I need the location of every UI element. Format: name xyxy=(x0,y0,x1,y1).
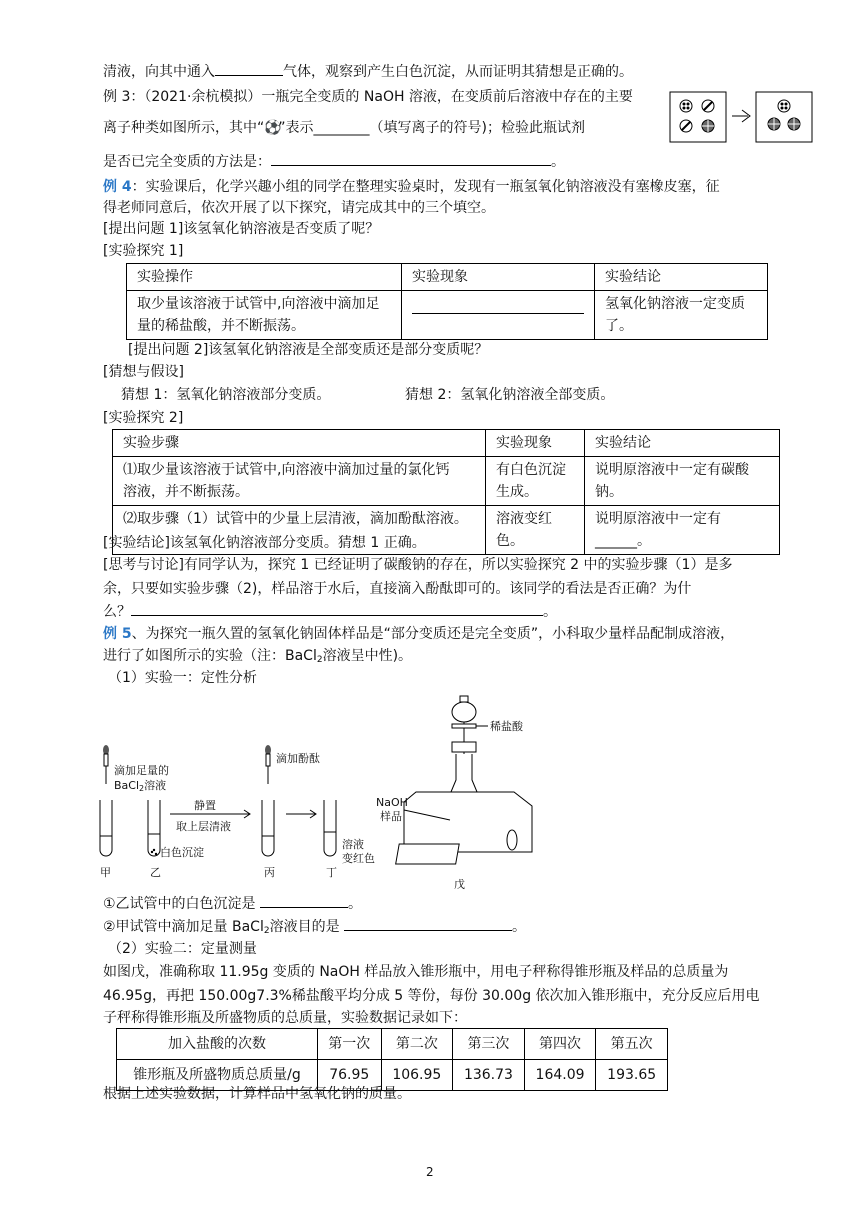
table-header: 第一次 xyxy=(318,1029,382,1060)
table-header: 第三次 xyxy=(453,1029,525,1060)
answer-blank[interactable] xyxy=(271,151,551,166)
table-cell: 氢氧化钠溶液一定变质 了。 xyxy=(595,291,768,340)
answer-blank[interactable] xyxy=(344,916,512,931)
test-tube-yi xyxy=(148,800,160,856)
table-header: 第二次 xyxy=(381,1029,453,1060)
table-cell: ⑴取少量该溶液于试管中,向溶液中滴加过量的氯化钙 溶液，并不断振荡。 xyxy=(113,457,486,506)
table-cell: 有白色沉淀 生成。 xyxy=(486,457,585,506)
test-tube-jia xyxy=(100,800,112,856)
dropper-icon xyxy=(265,745,271,784)
table-header: 实验步骤 xyxy=(113,430,486,457)
answer-blank[interactable] xyxy=(215,61,283,76)
label-jia: 甲 xyxy=(100,866,111,879)
label-hcl: 稀盐酸 xyxy=(490,720,523,733)
table-cell: 溶液变红色。 xyxy=(486,506,585,555)
guess-2: 猜想 2：氢氧化钠溶液全部变质。 xyxy=(405,387,615,403)
table-cell: 取少量该溶液于试管中,向溶液中滴加足 量的稀盐酸，并不断振荡。 xyxy=(127,291,402,340)
text-line: 得老师同意后，依次开展了以下探究，请完成其中的三个填空。 xyxy=(103,200,495,216)
label-wu: 戊 xyxy=(454,878,465,891)
label-take-clear: 取上层清液 xyxy=(176,820,231,833)
label-solution: 溶液 xyxy=(342,838,364,851)
answer-blank[interactable] xyxy=(412,299,584,314)
final-instruction: 根据上述实验数据，计算样品中氢氧化钠的质量。 xyxy=(103,1086,411,1102)
text-line: 离子种类如图所示，其中“⚽”表示________（填写离子的符号)；检验此瓶试剂 xyxy=(103,120,585,136)
test-tube-bing xyxy=(262,800,274,856)
question-b: ②甲试管中滴加足量 BaCl$_2$溶液目的是 。 xyxy=(103,916,526,941)
paragraph-line: 46.95g，再把 150.00g7.3%稀盐酸平均分成 5 等份，每份 30.00g 依次加入锥形瓶中，充分反应后用电 xyxy=(103,988,760,1004)
table-header: 实验操作 xyxy=(127,264,402,291)
explore-1-heading: [实验探究 1] xyxy=(103,243,184,259)
dropper-icon xyxy=(103,745,109,784)
table-header: 实验结论 xyxy=(595,264,768,291)
paragraph-line: 如图戊，准确称取 11.95g 变质的 NaOH 样品放入锥形瓶中，用电子秤称得锥形瓶及样品的总质量为 xyxy=(103,964,729,980)
label-bing: 丙 xyxy=(264,866,275,879)
question-1: [提出问题 1]该氢氧化钠溶液是否变质了呢？ xyxy=(103,221,380,237)
table-cell: 锥形瓶及所盛物质总质量/g xyxy=(117,1060,318,1091)
guess-1: 猜想 1：氢氧化钠溶液部分变质。 xyxy=(121,387,331,403)
label-turns-red: 变红色 xyxy=(342,852,375,865)
text-line: 清液，向其中通入 气体，观察到产生白色沉淀，从而证明其猜想是正确的。 xyxy=(103,61,633,82)
part-1-heading: （1）实验一：定性分析 xyxy=(108,670,257,686)
table-cell: 76.95 xyxy=(318,1060,382,1091)
label-drop-bacl2: 滴加足量的 xyxy=(114,764,169,777)
table-header: 实验现象 xyxy=(402,264,595,291)
label-bacl2: BaCl2溶液 xyxy=(114,779,167,793)
text-line: 是否已完全变质的方法是： 。 xyxy=(103,151,565,172)
table-cell: 说明原溶液中一定有碳酸钠。 xyxy=(585,457,780,506)
paragraph-line: 子秤称得锥形瓶及所盛物质的总质量，实验数据记录如下： xyxy=(103,1010,467,1026)
table-cell[interactable] xyxy=(402,291,595,340)
conclusion: [实验结论]该氢氧化钠溶液部分变质。猜想 1 正确。 xyxy=(103,535,426,551)
table-cell: 136.73 xyxy=(453,1060,525,1091)
example-4-line: 例 4：实验课后，化学兴趣小组的同学在整理实验桌时，发现有一瓶氢氧化钠溶液没有塞橡皮塞，征 xyxy=(103,179,720,195)
label-stand: 静置 xyxy=(194,799,216,812)
ion-symbol-icon: ⚽ xyxy=(264,120,282,136)
table-cell: 说明原溶液中一定有______。 xyxy=(585,506,780,555)
part-2-heading: （2）实验二：定量测量 xyxy=(108,941,257,957)
table-header: 第四次 xyxy=(524,1029,596,1060)
experiment-figure xyxy=(98,692,548,892)
discussion-line: 么？ 。 xyxy=(103,601,557,622)
table-header: 加入盐酸的次数 xyxy=(117,1029,318,1060)
test-tube-ding xyxy=(324,800,336,856)
answer-blank[interactable] xyxy=(131,601,543,616)
table-cell: ⑵取步骤（1）试管中的少量上层清液，滴加酚酞溶液。 xyxy=(113,506,486,555)
data-table xyxy=(116,1028,668,1091)
table-cell: 193.65 xyxy=(596,1060,668,1091)
hypothesis-heading: [猜想与假设] xyxy=(103,364,184,380)
question-2: [提出问题 2]该氢氧化钠溶液是全部变质还是部分变质呢？ xyxy=(128,342,489,358)
table-explore-1 xyxy=(126,263,768,340)
table-header: 第五次 xyxy=(596,1029,668,1060)
label-drop-phenol: 滴加酚酞 xyxy=(276,752,320,765)
table-header: 实验结论 xyxy=(585,430,780,457)
label-naoh: NaOH xyxy=(376,796,408,809)
answer-blank[interactable] xyxy=(260,893,348,908)
discussion-line: 余，只要如实验步骤（2)，样品溶于水后，直接滴入酚酞即可的。该同学的看法是否正确？为什 xyxy=(103,581,692,597)
label-white-precipitate: 白色沉淀 xyxy=(160,846,204,859)
discussion-line: [思考与讨论]有同学认为，探究 1 已经证明了碳酸钠的存在，所以实验探究 2 中的实验步骤（1）是多 xyxy=(103,557,733,573)
explore-2-heading: [实验探究 2] xyxy=(103,410,184,426)
ion-diagram xyxy=(668,90,816,145)
label-yi: 乙 xyxy=(150,866,161,879)
table-cell: 106.95 xyxy=(381,1060,453,1091)
table-header: 实验现象 xyxy=(486,430,585,457)
question-a: ①乙试管中的白色沉淀是 。 xyxy=(103,893,362,914)
label-sample: 样品 xyxy=(380,810,402,823)
label-ding: 丁 xyxy=(326,866,337,879)
text-line: 进行了如图所示的实验（注：BaCl$_2$溶液呈中性)。 xyxy=(103,648,413,665)
example-5-line: 例 5、为探究一瓶久置的氢氧化钠固体样品是“部分变质还是完全变质”，小科取少量样品配制成溶液， xyxy=(103,626,735,642)
example-3-line: 例 3：（2021·余杭模拟）一瓶完全变质的 NaOH 溶液，在变质前后溶液中存在的主要 xyxy=(103,89,633,105)
table-cell: 164.09 xyxy=(524,1060,596,1091)
page-number: 2 xyxy=(426,1165,434,1179)
